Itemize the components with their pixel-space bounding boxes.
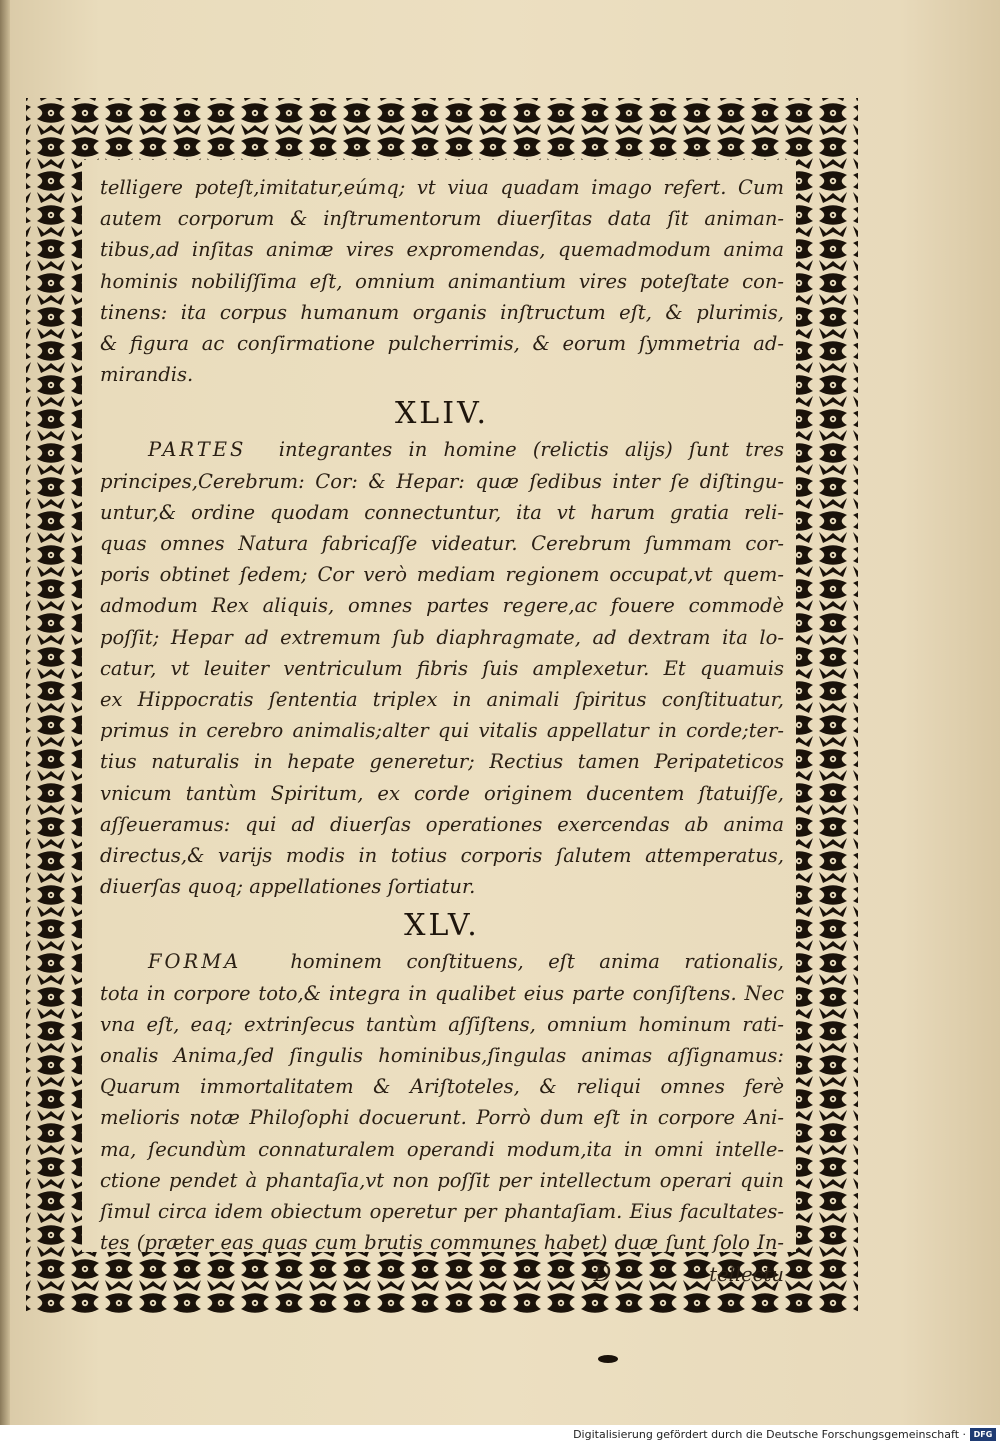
footer-credit: Digitalisierung gefördert durch die Deutsche Forschungsgemeinschaft · [573, 1428, 966, 1441]
text-line: hominis nobiliſſima eſt, omnium animantium vires poteſtate con- [100, 269, 784, 293]
border-top [26, 98, 858, 160]
border-right [796, 160, 858, 1252]
text-line: poſſit; Hepar ad extremum ſub diaphragmate, ad dextram ita lo- [100, 625, 784, 649]
text-line: tes (præter eas quas cum brutis communes habet) duæ ſunt ſolo In- [100, 1231, 784, 1255]
text-fragment: hominem conſtituens, eſt anima rationalis, [290, 950, 784, 974]
text-line: quas omnes Natura fabricaſſe videatur. Cerebrum ſummam cor- [100, 532, 784, 556]
text-line: melioris notæ Philoſophi docuerunt. Porrò dum eſt in corpore Ani- [100, 1106, 784, 1130]
text-line: telligere poteſt,imitatur,eúmq; vt viua quadam imago refert. Cum [100, 176, 784, 199]
main-text [100, 172, 784, 1290]
text-line: Quarum immortalitatem & Ariſtoteles, & reliqui omnes ferè [100, 1075, 784, 1099]
text-line: tibus,ad inſitas animæ vires expromendas, quemadmodum anima [100, 238, 784, 262]
text-line: vnicum tantùm Spiritum, ex corde originem ducentem ſtatuiſſe, [100, 781, 784, 805]
section-heading-44: XLIV. [394, 396, 490, 432]
catchword: tellectu [709, 1262, 784, 1286]
text-line [100, 434, 784, 465]
text-line: tinens: ita corpus humanum organis inſtructum eſt, & plurimis, [100, 300, 784, 324]
text-line: aſſeueramus: qui ad diuerſas operationes exercendas ab anima [100, 812, 784, 836]
text-line: catur, vt leuiter ventriculum fibris ſuis amplexetur. Et quamuis [100, 656, 784, 680]
text-fragment: integrantes in homine (relictis alijs) ſunt tres [278, 438, 784, 462]
section-heading-45: XLV. [404, 908, 480, 944]
border-left [26, 160, 82, 1252]
ink-mark [598, 1355, 618, 1363]
text-line: ma, ſecundùm connaturalem operandi modum,ita in omni intelle- [100, 1137, 784, 1161]
text-line: diuerſas quoq; appellationes ſortiatur. [100, 875, 476, 899]
text-line: ſimul circa idem obiectum operetur per phantaſiam. Eius facultates- [100, 1200, 784, 1224]
signature-row [100, 1259, 784, 1290]
text-line: poris obtinet ſedem; Cor verò mediam regionem occupat,vt quem- [100, 563, 784, 587]
text-line: autem corporum & inſtrumentorum diuerſitas data ſit animan- [100, 207, 784, 231]
section-lead-word: FORMA [148, 950, 242, 974]
text-line: admodum Rex aliquis, omnes partes regere,ac fouere commodè [100, 594, 784, 618]
section-lead-word: PARTES [148, 438, 247, 462]
text-line: tius naturalis in hepate generetur; Rectius tamen Peripateticos [100, 750, 784, 774]
text-line: & figura ac conſirmatione pulcherrimis, & eorum ſymmetria ad- [100, 332, 784, 356]
dfg-logo: DFG [970, 1428, 996, 1441]
text-line: ex Hippocratis ſententia triplex in animali ſpiritus conſtituatur, [100, 688, 784, 712]
text-line: onalis Anima,ſed ſingulis hominibus,ſingulas animas aſſignamus: [100, 1044, 784, 1068]
text-line: directus,& varijs modis in totius corporis ſalutem attemperatus, [100, 844, 784, 868]
text-line: vna eſt, eaq; extrinſecus tantùm aſſiſtens, omnium hominum rati- [100, 1012, 784, 1036]
text-line: tota in corpore toto,& integra in qualibet eius parte conſiſtens. Nec [100, 981, 784, 1005]
text-line [100, 946, 784, 977]
text-line: ctione pendet à phantaſia,vt non poſſit per intellectum operari quin [100, 1168, 784, 1192]
text-line: principes,Cerebrum: Cor: & Hepar: quæ ſedibus inter ſe diſtingu- [100, 469, 784, 493]
text-line: primus in cerebro animalis;alter qui vitalis appellatur in corde;ter- [100, 719, 784, 743]
footer-bar [0, 1425, 1000, 1445]
signature-mark: D [593, 1261, 612, 1287]
text-line: mirandis. [100, 363, 194, 387]
text-line: untur,& ordine quodam connectuntur, ita vt harum gratia reli- [100, 500, 784, 524]
